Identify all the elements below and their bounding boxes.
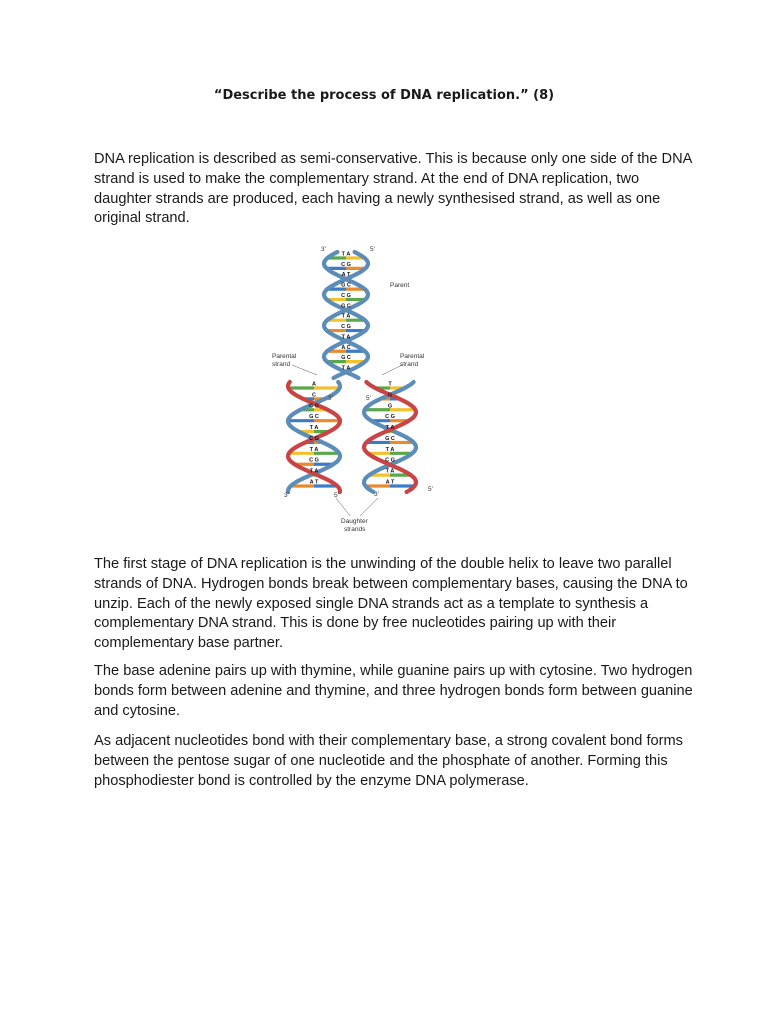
left-daughter-base-pair: C G xyxy=(309,457,319,464)
parent-base-pair: T A xyxy=(341,251,351,258)
pointer-daughter-right xyxy=(360,498,378,516)
left-daughter-base-pair: T A xyxy=(309,468,319,475)
label-mid-5prime: 5' xyxy=(366,395,371,402)
pointer-left-parental xyxy=(292,365,317,375)
right-daughter-base-pair: A T xyxy=(385,479,395,486)
label-top-3prime: 3' xyxy=(321,246,326,253)
left-daughter-base-pair: A T xyxy=(309,479,319,486)
label-strands: strands xyxy=(344,526,366,533)
pointer-daughter-left xyxy=(336,498,350,516)
base-pair-rungs xyxy=(288,258,415,486)
label-strand-right: strand xyxy=(400,361,419,368)
right-daughter-base-pair: G xyxy=(387,403,393,410)
right-daughter-base-pair: G C xyxy=(385,435,395,442)
label-bottom-5prime-right: 5' xyxy=(428,486,433,493)
left-daughter-base-pair: A xyxy=(312,381,316,388)
dna-replication-diagram xyxy=(262,240,452,540)
label-parental-right: Parental xyxy=(400,353,425,360)
parent-base-pair: C G xyxy=(341,261,351,268)
right-daughter-base-pair: T A xyxy=(385,468,395,475)
right-daughter-base-pair: T xyxy=(388,381,392,388)
parent-base-pair: T A xyxy=(341,313,351,320)
paragraph-semi-conservative: DNA replication is described as semi-conservative. This is because only one side of the DNA strand is used to make the complementary strand. At the end of DNA replication, two daughter strands are produced, each having a newly synthesised strand, as well as one original strand. xyxy=(94,151,692,227)
paragraph-phosphodiester: As adjacent nucleotides bond with their complementary base, a strong covalent bond forms between the pentose sugar of one nucleotide and the phosphate of another. Forming this phosphodiester bond is controlled by the enzyme DNA polymerase. xyxy=(94,733,683,789)
right-daughter-base-pair: T A xyxy=(385,425,395,432)
paragraph-base-pairing: The base adenine pairs up with thymine, while guanine pairs up with cytosine. Two hydrogen bonds form between adenine and thymine, and three hydrogen bonds form between guanine and cytosine. xyxy=(94,663,693,719)
parent-base-pair: A T xyxy=(341,272,351,279)
parent-base-pair: T A xyxy=(341,334,351,341)
dna-replication-figure xyxy=(262,240,452,540)
parent-base-pair: C G xyxy=(341,292,351,299)
label-bottom-3prime-left: 3' xyxy=(284,492,289,499)
label-strand-left: strand xyxy=(272,361,291,368)
left-daughter-base-pair: T A xyxy=(309,446,319,453)
label-daughter: Daughter xyxy=(341,518,368,525)
label-parent: Parent xyxy=(390,282,410,289)
label-parental-left: Parental xyxy=(272,353,297,360)
left-daughter-base-pair: C xyxy=(312,392,316,399)
parent-base-pair: T A xyxy=(341,365,351,372)
parent-base-pair: G C xyxy=(341,303,351,310)
parent-base-pair: C G xyxy=(341,324,351,331)
left-daughter-base-pair: C G xyxy=(309,435,319,442)
pointer-right-parental xyxy=(382,365,402,375)
parent-base-pair: G C xyxy=(341,282,351,289)
left-daughter-base-pair: G C xyxy=(309,414,319,421)
left-daughter-base-pair: C G xyxy=(309,403,319,410)
parent-base-pair: G C xyxy=(341,355,351,362)
document-title: “Describe the process of DNA replication.” (8) xyxy=(213,88,555,103)
right-daughter-base-pair: C G xyxy=(385,457,395,464)
label-bottom-5prime-left: 5' xyxy=(334,492,339,499)
right-daughter-base-pair: G xyxy=(387,392,393,399)
parent-base-pair: A C xyxy=(341,344,351,351)
paragraph-unwinding: The first stage of DNA replication is the unwinding of the double helix to leave two parallel strands of DNA. Hydrogen bonds break between complementary bases, causing the DNA to unzip. Each of the newly exposed single DNA strands act as a template to synthesis a complementary DNA strand. This is done by free nucleotides pairing up with their complementary base partner. xyxy=(94,556,688,652)
label-top-5prime: 5' xyxy=(370,246,375,253)
left-daughter-base-pair: T A xyxy=(309,425,319,432)
label-mid-3prime: 3' xyxy=(328,395,333,402)
label-bottom-3prime-right: 3' xyxy=(374,491,379,498)
right-daughter-base-pair: C G xyxy=(385,414,395,421)
right-daughter-base-pair: T A xyxy=(385,446,395,453)
